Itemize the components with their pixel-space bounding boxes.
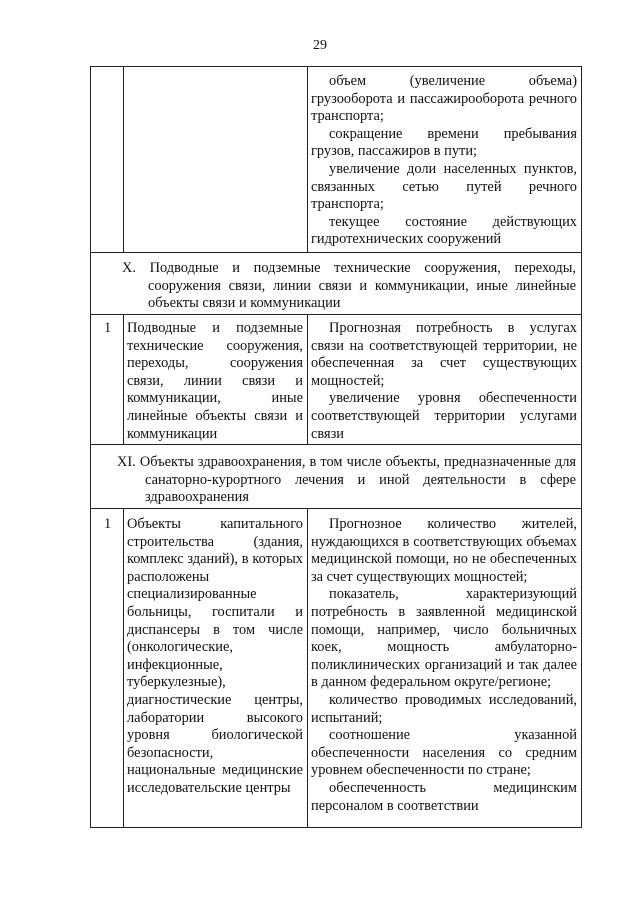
row-divider: [90, 252, 582, 253]
paragraph: Прогнозная потребность в услугах связи на соответствующей территории, не обеспеченная за счет существующих мощностей;: [311, 320, 577, 389]
column-divider: [123, 314, 124, 444]
row-divider: [90, 314, 582, 315]
object-name-cell: Подводные и подземные технические сооружения, переходы, сооружения связи, линии связи и коммуникации, иные линейные объекты связи и коммуникации: [127, 320, 303, 442]
section-xi-heading: XI. Объекты здравоохранения, в том числе объекты, предназначенные для санаторно-курортного лечения и иной деятельности в сфере здравоохранения: [117, 454, 576, 506]
continued-row-right-cell: [311, 73, 577, 249]
paragraph: объем (увеличение объема) грузооборота и пассажирооборота речного транспорта;: [311, 73, 577, 125]
row-number: 1: [104, 320, 112, 336]
indicator-cell: [311, 320, 577, 443]
row-divider: [90, 444, 582, 445]
paragraph: Прогнозное количество жителей, нуждающихся в соответствующих объемах медицинской помощи, но не обеспеченных за счет существующих мощностей;: [311, 516, 577, 585]
page-number: 29: [313, 38, 327, 53]
column-divider: [307, 314, 308, 444]
section-x-heading: X. Подводные и подземные технические сооружения, переходы, сооружения связи, линии связи и коммуникации, иные линейные объекты связи и коммуникации: [122, 260, 576, 312]
paragraph: увеличение уровня обеспеченности соответствующей территории услугами связи: [311, 390, 577, 442]
column-divider: [123, 66, 124, 252]
paragraph: соотношение указанной обеспеченности населения со средним уровнем обеспеченности по стране;: [311, 727, 577, 779]
column-divider: [307, 66, 308, 252]
column-divider: [123, 508, 124, 828]
paragraph: обеспеченность медицинским персоналом в соответствии: [311, 779, 577, 814]
row-divider: [90, 508, 582, 509]
paragraph: увеличение доли населенных пунктов, связанных сетью путей речного транспорта;: [311, 160, 577, 213]
object-name-cell: Объекты капитального строительства (здания, комплекс зданий), в которых расположены специализированные больницы, госпитали и диспансеры в том числе (онкологические, инфекционные, туберкулезные), диагностические центры, лаборатории высокого уровня биологической безопасности, национальные медицинские исследовательские центры: [127, 516, 303, 796]
column-divider: [307, 508, 308, 828]
paragraph: показатель, характеризующий потребность в заявленной медицинской помощи, например, число больничных коек, мощность амбулаторно-поликлинических организаций и так далее в данном федеральном округе/регионе;: [311, 586, 577, 691]
row-number: 1: [104, 516, 112, 532]
paragraph: количество проводимых исследований, испытаний;: [311, 691, 577, 726]
indicator-cell: [311, 516, 577, 815]
paragraph: сокращение времени пребывания грузов, пассажиров в пути;: [311, 125, 577, 160]
paragraph: текущее состояние действующих гидротехнических сооружений: [311, 213, 577, 248]
